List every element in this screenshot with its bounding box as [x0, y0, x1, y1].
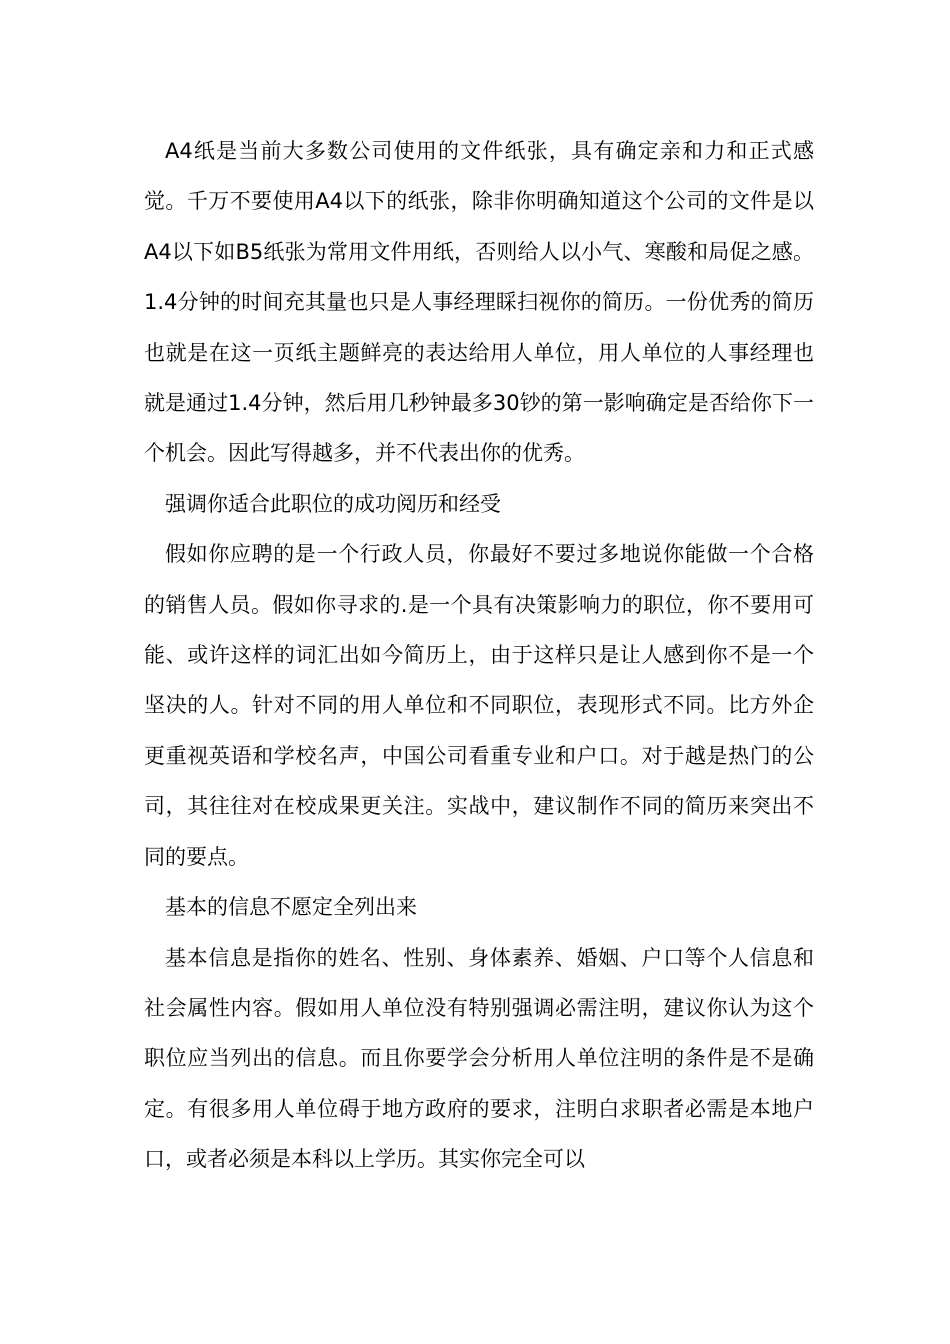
paragraph-paper-size: A4纸是当前大多数公司使用的文件纸张，具有确定亲和力和正式感觉。千万不要使用A4以下的纸张，除非你明确知道这个公司的文件是以A4以下如B5纸张为常用文件用纸，否则给人以小气、寒酸和局促之感。1.4分钟的时间充其量也只是人事经理睬扫视你的简历。一份优秀的简历也就是在这一页纸主题鲜亮的表达给用人单位，用人单位的人事经理也就是通过1.4分钟，然后用几秒钟最多30钞的第一影响确定是否给你下一个机会。因此写得越多，并不代表出你的优秀。 [144, 139, 814, 466]
paragraph-basic-info: 基本信息是指你的姓名、性别、身体素养、婚姻、户口等个人信息和社会属性内容。假如用人单位没有特别强调必需注明，建议你认为这个职位应当列出的信息。而且你要学会分析用人单位注明的条件是不是确定。有很多用人单位碍于地方政府的要求，注明白求职者必需是本地户口，或者必须是本科以上学历。其实你完全可以 [144, 945, 814, 1172]
paragraph-experience: 假如你应聘的是一个行政人员，你最好不要过多地说你能做一个合格的销售人员。假如你寻求的.是一个具有决策影响力的职位，你不要用可能、或许这样的词汇出如今简历上，由于这样只是让人感到你不是一个坚决的人。针对不同的用人单位和不同职位，表现形式不同。比方外企更重视英语和学校名声，中国公司看重专业和户口。对于越是热门的公司，其往往对在校成果更关注。实战中，建议制作不同的简历来突出不同的要点。 [144, 542, 814, 869]
document-body [144, 126, 814, 1185]
section-heading-basic-info: 基本的信息不愿定全列出来 [165, 895, 417, 920]
section-heading-experience: 强调你适合此职位的成功阅历和经受 [165, 491, 501, 516]
